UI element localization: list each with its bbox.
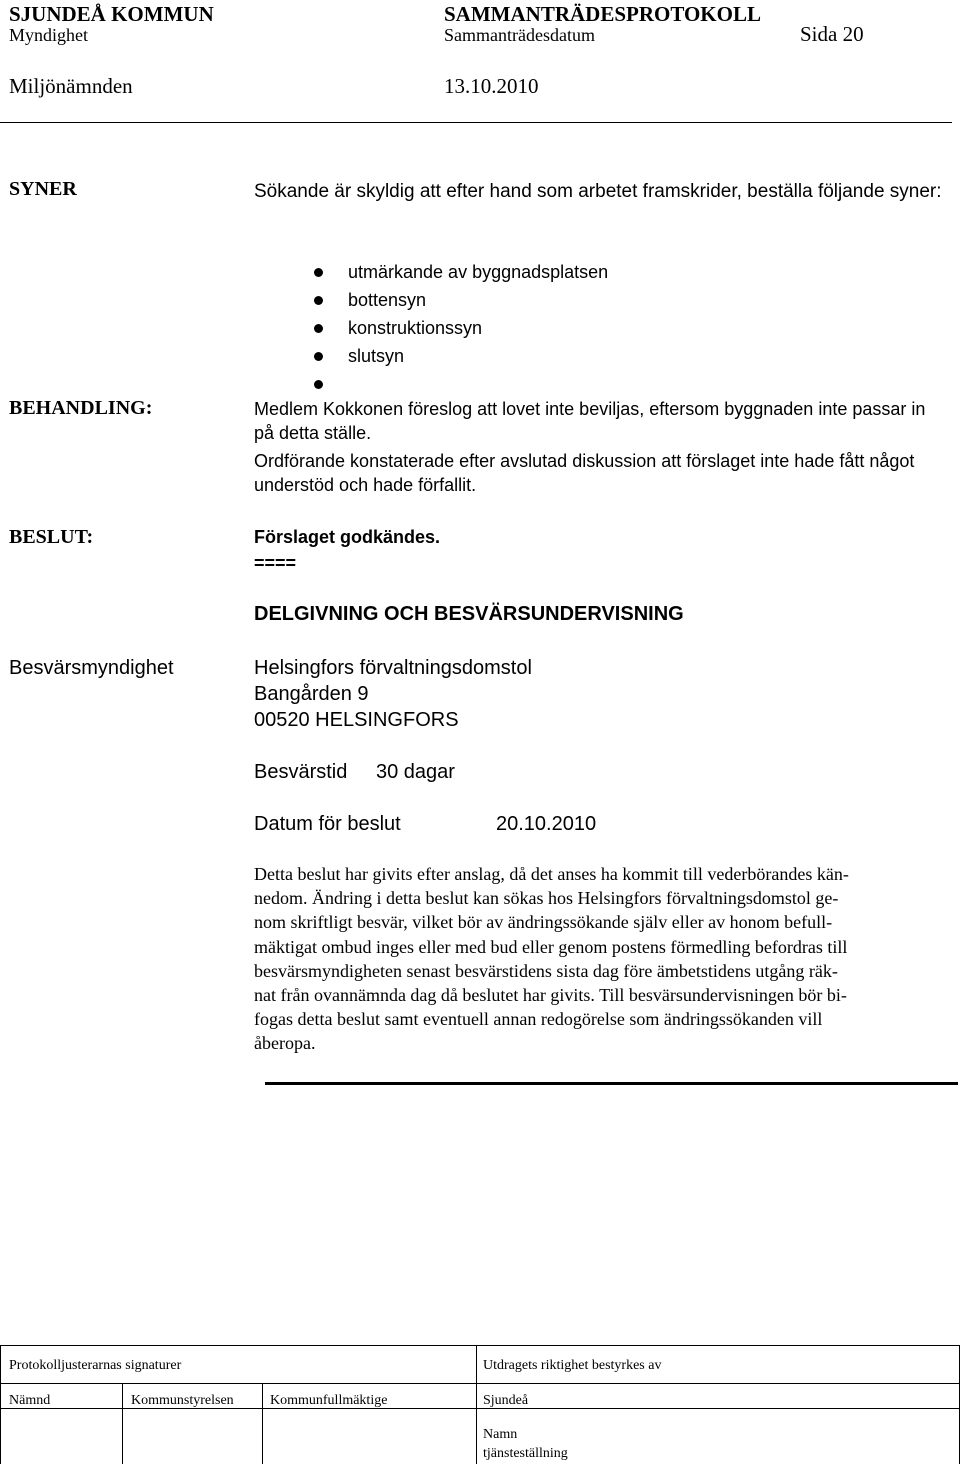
- position-label: tjänsteställning: [483, 1446, 568, 1461]
- end-divider: [265, 1082, 958, 1085]
- beslut-separator: ====: [254, 553, 297, 573]
- behandling-text-1: Medlem Kokkonen föreslog att lovet inte beviljas, eftersom byggnaden inte passar in på detta ställe.: [254, 399, 926, 443]
- appeal-information-line: fogas detta beslut samt eventuell annan redogörelse som ändringssökanden vill: [254, 1009, 823, 1030]
- address-line-1: Bangården 9: [254, 683, 369, 705]
- syner-intro: Sökande är skyldig att efter hand som arbetet framskrider, beställa följande syner:: [254, 181, 942, 202]
- bullet-icon: [314, 296, 323, 305]
- certified-by-label: Utdragets riktighet bestyrkes av: [483, 1358, 662, 1373]
- behandling-text-2: Ordförande konstaterade efter avslutad diskussion att förslaget inte hade fått något understöd och hade förfallit.: [254, 451, 915, 495]
- municipality-name: SJUNDEÅ KOMMUN: [9, 2, 214, 26]
- meeting-date-label: Sammanträdesdatum: [444, 25, 595, 45]
- header-divider: [0, 122, 952, 123]
- syner-list: [310, 260, 608, 400]
- list-item: bottensyn: [310, 288, 608, 316]
- bullet-icon: [314, 268, 323, 277]
- syner-label: SYNER: [9, 178, 77, 200]
- page-number: Sida 20: [800, 22, 864, 46]
- address-line-2: 00520 HELSINGFORS: [254, 709, 459, 731]
- behandling-label: BEHANDLING:: [9, 397, 153, 419]
- list-item: slutsyn: [310, 344, 608, 372]
- authority-appeal-label: Besvärsmyndighet: [9, 657, 174, 679]
- name-label: Namn: [483, 1427, 518, 1442]
- authority-appeal-name: Helsingfors förvaltningsdomstol: [254, 657, 532, 679]
- list-item: konstruktionssyn: [310, 316, 608, 344]
- beslut-label: BESLUT:: [9, 526, 94, 548]
- bullet-icon: [314, 380, 323, 389]
- appeal-information: [254, 862, 954, 1056]
- signature-table: [0, 1345, 960, 1464]
- appeal-information-line: nom skriftligt besvär, vilket bör av ändringssökande själv eller av honom befull-: [254, 912, 833, 933]
- document-type: SAMMANTRÄDESPROTOKOLL: [444, 2, 761, 26]
- appeal-information-line: besvärsmyndigheten senast besvärstidens sista dag före ämbetstidens utgång räk-: [254, 960, 838, 981]
- decision-date-label: Datum för beslut: [254, 813, 401, 835]
- beslut-text: Förslaget godkändes.: [254, 527, 441, 547]
- bullet-icon: [314, 324, 323, 333]
- appeal-information-line: nedom. Ändring i detta beslut kan sökas hos Helsingfors förvaltningsdomstol ge-: [254, 888, 839, 909]
- column-kommunfullmaktige: Kommunfullmäktige: [270, 1393, 388, 1408]
- column-sjundea: Sjundeå: [483, 1393, 529, 1408]
- bullet-icon: [314, 352, 323, 361]
- signatures-label: Protokolljusterarnas signaturer: [9, 1358, 182, 1373]
- appeal-time-label: Besvärstid: [254, 761, 348, 783]
- appeal-information-line: nat från ovannämnda dag då beslutet har givits. Till besvärsundervisningen bör bi-: [254, 985, 847, 1006]
- column-kommunstyrelsen: Kommunstyrelsen: [131, 1393, 234, 1408]
- appeal-information-line: Detta beslut har givits efter anslag, då det anses ha kommit till vederbörandes kän-: [254, 864, 849, 884]
- meeting-date: 13.10.2010: [444, 74, 539, 98]
- appeal-time-value: 30 dagar: [376, 761, 455, 783]
- appeal-information-line: åberopa.: [254, 1033, 316, 1054]
- authority-name: Miljönämnden: [9, 74, 133, 98]
- delgivning-title: DELGIVNING OCH BESVÄRSUNDERVISNING: [254, 603, 684, 625]
- list-item: [310, 372, 608, 400]
- authority-label: Myndighet: [9, 25, 88, 45]
- column-namnd: Nämnd: [9, 1393, 51, 1408]
- decision-date-value: 20.10.2010: [496, 813, 597, 835]
- appeal-information-line: mäktigat ombud inges eller med bud eller genom postens förmedling befordras till: [254, 936, 848, 957]
- list-item: utmärkande av byggnadsplatsen: [310, 260, 608, 288]
